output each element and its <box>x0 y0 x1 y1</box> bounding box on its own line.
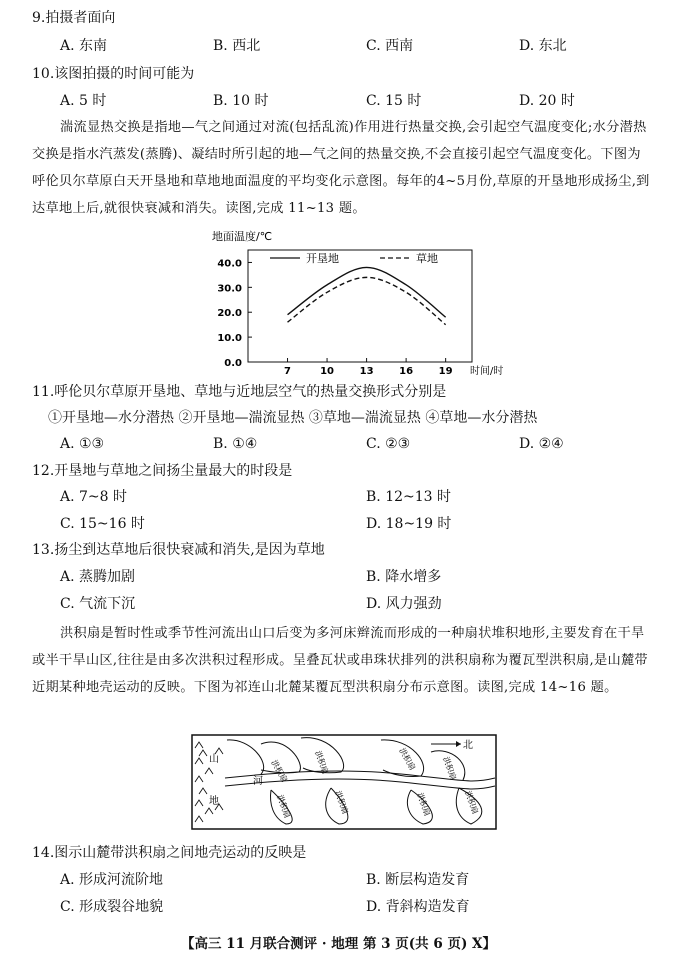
q14-option-a: A. 形成河流阶地 <box>60 872 164 888</box>
y-tick-label: 10.0 <box>217 333 242 345</box>
page-footer: 【高三 11 月联合测评 · 地理 第 3 页(共 6 页) X】 <box>180 936 497 952</box>
series-line-cultivated <box>288 267 446 317</box>
x-tick-label: 16 <box>399 366 414 377</box>
north-label: 北 <box>463 740 473 751</box>
x-tick-label: 13 <box>359 366 374 377</box>
q9-option-a: A. 东南 <box>60 38 108 54</box>
q9-option-d: D. 东北 <box>519 38 567 54</box>
mountain-label-bottom: 地 <box>209 796 219 807</box>
q13-option-c: C. 气流下沉 <box>60 596 136 612</box>
y-axis-label: 地面温度/℃ <box>212 230 273 243</box>
y-tick-label: 0.0 <box>224 358 242 369</box>
plot-frame <box>248 250 472 362</box>
passage-heat-exchange: 湍流显热交换是指地—气之间通过对流(包括乱流)作用进行热量交换,会引起空气温度变化;水分潜热交换是指水汽蒸发(蒸腾)、凝结时所引起的地—气之间的热量交换,不会直接引起空气温度变化。下图为呼伦贝尔草原白天开垦地和草地地面温度的平均变化示意图。每年的4~5月份,草原的开垦地形成扬尘,到达草地上后,就很快衰减和消失。读图,完成 11~13 题。 <box>32 120 650 216</box>
q10-option-d: D. 20 时 <box>519 93 575 109</box>
passage-alluvial-fan: 洪积扇是暂时性或季节性河流出山口后变为多河床辫流而形成的一种扇状堆积地形,主要发育在干旱或半干旱山区,往往是由多次洪积过程形成。呈叠瓦状或串珠状排列的洪积扇称为覆瓦型洪积扇,是山麓带近期某种地壳运动的反映。下图为祁连山北麓某覆瓦型洪积扇分布示意图。读图,完成 14~16 题。 <box>32 626 648 695</box>
x-tick-label: 10 <box>320 366 335 377</box>
fan-label-4: 洪积扇 <box>441 755 458 782</box>
q10-stem: 10.该图拍摄的时间可能为 <box>32 66 195 82</box>
fan-label-6: 洪积扇 <box>333 789 350 816</box>
q13-stem: 13.扬尘到达草地后很快衰减和消失,是因为草地 <box>32 542 325 558</box>
q9-option-c: C. 西南 <box>366 38 414 54</box>
q11-items: ①开垦地—水分潜热 ②开垦地—湍流显热 ③草地—湍流显热 ④草地—水分潜热 <box>48 410 538 426</box>
q13-option-b: B. 降水增多 <box>366 569 442 585</box>
alluvial-fan-map <box>191 734 497 830</box>
q12-option-d: D. 18~19 时 <box>366 516 452 532</box>
q14-stem: 14.图示山麓带洪积扇之间地壳运动的反映是 <box>32 845 307 861</box>
q12-option-c: C. 15~16 时 <box>60 516 145 532</box>
q12-stem: 12.开垦地与草地之间扬尘量最大的时段是 <box>32 463 293 479</box>
q13-option-a: A. 蒸腾加剧 <box>60 569 136 585</box>
fan-label-2: 洪积扇 <box>313 749 330 776</box>
legend-label: 开垦地 <box>306 252 339 265</box>
q11-option-a: A. ①③ <box>60 436 105 452</box>
x-tick-label: 19 <box>438 366 453 377</box>
q13-option-d: D. 风力强劲 <box>366 596 442 612</box>
q11-option-b: B. ①④ <box>213 436 258 452</box>
x-axis-label: 时间/时 <box>470 366 504 377</box>
y-tick-label: 20.0 <box>217 308 242 320</box>
q10-option-c: C. 15 时 <box>366 93 422 109</box>
q9-option-b: B. 西北 <box>213 38 261 54</box>
fan-label-8: 洪积扇 <box>463 789 480 816</box>
q12-option-b: B. 12~13 时 <box>366 489 451 505</box>
x-tick-label: 7 <box>284 366 292 377</box>
q11-option-d: D. ②④ <box>519 436 564 452</box>
fan-label-7: 洪积扇 <box>415 791 432 818</box>
y-tick-label: 40.0 <box>217 258 242 270</box>
q14-option-d: D. 背斜构造发育 <box>366 899 470 915</box>
q11-stem: 11.呼伦贝尔草原开垦地、草地与近地层空气的热量交换形式分别是 <box>32 384 447 400</box>
q12-option-a: A. 7~8 时 <box>60 489 128 505</box>
q14-option-c: C. 形成裂谷地貌 <box>60 899 164 915</box>
q9-stem: 9.拍摄者面向 <box>32 10 116 26</box>
q11-option-c: C. ②③ <box>366 436 411 452</box>
river-label: 河 <box>253 776 263 787</box>
y-tick-label: 30.0 <box>217 283 242 295</box>
fan-label-5: 洪积扇 <box>275 793 292 820</box>
ground-temperature-chart <box>200 228 504 377</box>
map-frame <box>192 735 496 829</box>
q14-option-b: B. 断层构造发育 <box>366 872 470 888</box>
legend-label: 草地 <box>416 252 438 265</box>
q10-option-a: A. 5 时 <box>60 93 107 109</box>
q10-option-b: B. 10 时 <box>213 93 269 109</box>
fan-label-3: 洪积扇 <box>397 746 418 772</box>
mountain-label-top: 山 <box>209 754 219 765</box>
series-line-grassland <box>288 277 446 324</box>
fan-label-1: 洪积扇 <box>269 758 290 784</box>
